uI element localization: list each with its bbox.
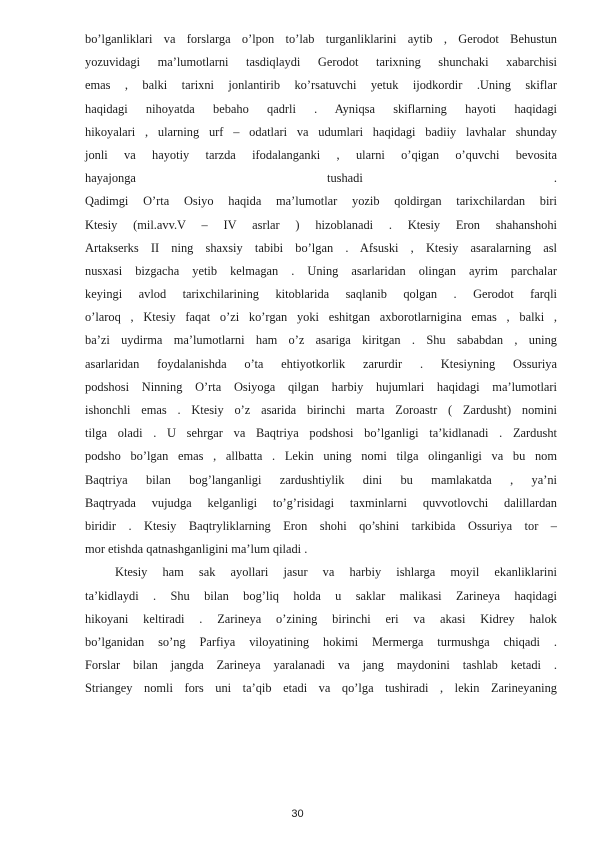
text-line: ta’kidlaydi . Shu bilan bog’liq holda u saklar malikasi Zarineya haqidagi: [85, 588, 557, 603]
text-line: emas , balki tarixni jonlantirib ko’rsatuvchi yetuk ijodkordir .Uning skiflar: [85, 78, 557, 93]
text-line: haqidagi nihoyatda bebaho qadrli . Ayniqsa skiflarning hayoti haqidagi: [85, 101, 557, 116]
text-line: ishonchli emas . Ktesiy o’z asarida birinchi marta Zoroastr ( Zardusht) nomini: [85, 403, 557, 417]
text-line: nusxasi bizgacha yetib kelmagan . Uning asarlaridan olingan ayrim parchalar: [85, 263, 557, 278]
text-line: Ktesiy (mil.avv.V – IV asrlar ) hizoblanadi . Ktesiy Eron shahanshohi: [85, 217, 557, 232]
text-line: Baqtryada vujudga kelganligi to’g’risidagi taxminlarni quvvotlovchi dalillardan: [85, 495, 557, 510]
text-line: jonli va hayotiy tarzda ifodalanganki , ularni o’qigan o’quvchi bevosita: [85, 147, 557, 162]
text-line: o’laroq , Ktesiy faqat o’zi ko’rgan yoki eshitgan axborotlarnigina emas , balki ,: [85, 310, 557, 325]
text-line: Striangey nomli fors uni ta’qib etadi va qo’lga tushiradi , lekin Zarineyaning: [85, 681, 557, 696]
text-line: Qadimgi O’rta Osiyo haqida ma’lumotlar yozib qoldirgan tarixchilardan biri: [85, 194, 557, 209]
text-line: hikoyani keltiradi . Zarineya o’zining birinchi eri va akasi Kidrey halok: [85, 611, 557, 626]
page-number: 30: [291, 808, 304, 820]
text-line: biridir . Ktesiy Baqtryliklarning Eron shohi qo’shini tarkibida Ossuriya tor –: [85, 518, 557, 533]
text-line: hayajonga tushadi .: [85, 171, 557, 186]
text-line: podshosi Ninning O’rta Osiyoga qilgan harbiy hujumlari haqidagi ma’lumotlari: [85, 379, 557, 394]
text-line: Baqtriya bilan bog’langanligi zardushtiylik dini bu mamlakatda , ya’ni: [85, 472, 557, 487]
text-line: keyingi avlod tarixchilarining kitoblarida saqlanib qolgan . Gerodot farqli: [85, 287, 557, 302]
text-line: bo’lganliklari va forslarga o’lpon to’lab turganliklarini aytib , Gerodot Behustun: [85, 32, 557, 46]
body-text: [85, 28, 557, 700]
text-line: Ktesiy ham sak ayollari jasur va harbiy ishlarga moyil ekanliklarini: [115, 565, 557, 580]
text-line: hikoyalari , ularning urf – odatlari va udumlari haqidagi badiiy lavhalar shunday: [85, 124, 557, 139]
text-line: asarlaridan foydalanishda o’ta ehtiyotkorlik zarurdir . Ktesiyning Ossuriya: [85, 356, 557, 371]
text-line: podsho bo’lgan emas , allbatta . Lekin uning nomi tilga olinganligi va bu nom: [85, 449, 557, 464]
text-line: ba’zi uydirma ma’lumotlarni ham o’z asariga kiritgan . Shu sababdan , uning: [85, 333, 557, 348]
text-line: Artakserks II ning shaxsiy tabibi bo’lgan . Afsuski , Ktesiy asaralarning asl: [85, 240, 557, 255]
text-line: mor etishda qatnashganligini ma’lum qiladi .: [85, 542, 308, 557]
text-line: tilga oladi . U sehrgar va Baqtriya podshosi bo’lganligi ta’kidlanadi . Zardusht: [85, 426, 557, 441]
text-line: bo’lganidan so’ng Parfiya viloyatining hokimi Mermerga turmushga chiqadi .: [85, 634, 557, 649]
text-line: Forslar bilan jangda Zarineya yaralanadi va jang maydonini tashlab ketadi .: [85, 658, 557, 673]
text-line: yozuvidagi ma’lumotlarni tasdiqlaydi Gerodot tarixning shunchaki xabarchisi: [85, 55, 557, 70]
